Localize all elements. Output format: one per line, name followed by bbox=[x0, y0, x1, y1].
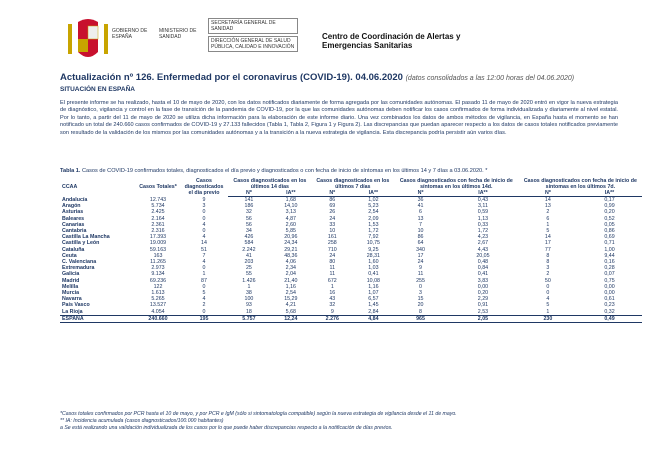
table-cell: 77 bbox=[544, 246, 551, 253]
table-cell: 5.734 bbox=[151, 203, 165, 210]
table-cell: 9 bbox=[330, 308, 334, 315]
title-note: (datos consolidados a las 12:00 horas del 04.06.2020) bbox=[405, 75, 575, 82]
intro-paragraph: El presente informe se ha realizado, hasta el 10 de mayo de 2020, con los datos notificados diariamente de forma agregada por las comunidades autónomas. El pasado 11 de mayo de 2020 entró en vigor la nueva estrategia de diagnóstico, vigilancia y control en la fase de transición de la pandemia de COVID-19, por la que las comunidades autónomas deben notificar los casos confirmados de forma individualizada y diariamente al nivel estatal. Por lo tanto, a partir del 11 de mayo de 2020 se utiliza dicha información para la elaboración de este informe diario. Una vez combinados los datos de ambos métodos de vigilancia, en España hasta el momento se han notificado un total de 240.660 casos confirmados de COVID-19 y 27.133 fallecidos (Tabla 1, Tabla 2, Figura 1 y Figura 2). Las discrepancias que puedan aparecer respecto a los datos de casos totales notificados previamente son resultado de la validación de los mismos por las comunidades autónomas y a la transición a la nueva estrategia de vigilancia. Esta discrepancia podría persistir aún varios días. bbox=[60, 100, 618, 136]
table-cell: 1 bbox=[546, 308, 550, 315]
col-group-14d: Casos diagnosticados en los últimos 14 días bbox=[233, 178, 307, 190]
table-cell: 56 bbox=[245, 215, 252, 222]
ccaa-name-cell: Cataluña bbox=[62, 246, 85, 253]
footnotes bbox=[60, 411, 620, 432]
table-cell: 69 bbox=[329, 203, 336, 210]
table-cell: 17 bbox=[417, 252, 424, 259]
col-group-symptoms-14d: Casos diagnosticados con fecha de inicio de síntomas en los últimos 14d. bbox=[399, 178, 513, 190]
table-cell: 7,92 bbox=[368, 234, 379, 241]
centro-label: Centro de Coordinación de Alertas y Emergencias Sanitarias bbox=[322, 32, 461, 50]
table-cell: 2.164 bbox=[151, 215, 165, 222]
table-cell: 195 bbox=[180, 315, 228, 322]
table-cell: 340 bbox=[416, 246, 425, 253]
table-cell: 1 bbox=[330, 283, 334, 290]
table-cell: 4,23 bbox=[477, 234, 489, 241]
table-cell: 2 bbox=[202, 302, 206, 309]
table-cell: 2,54 bbox=[285, 290, 296, 297]
table-cell: 0,49 bbox=[577, 315, 642, 322]
table-cell: 4 bbox=[202, 259, 206, 266]
table-cell: 3 bbox=[202, 203, 206, 210]
table-cell: 1,53 bbox=[368, 221, 379, 228]
col-ia: IA** bbox=[447, 190, 519, 197]
table-cell: 80 bbox=[329, 259, 336, 266]
table-cell: 0 bbox=[202, 265, 206, 272]
table-cell: 1,00 bbox=[604, 246, 615, 253]
table-cell: 25 bbox=[245, 265, 252, 272]
table-cell: 2,84 bbox=[368, 308, 379, 315]
col-prev-day: Casos diagnosticados el día previo bbox=[184, 178, 224, 197]
coat-of-arms-logo bbox=[68, 18, 108, 62]
table-cell: 0,17 bbox=[604, 197, 615, 203]
table-cell: 0,32 bbox=[604, 308, 615, 315]
table-cell: 0,20 bbox=[477, 290, 489, 297]
table-cell: 710 bbox=[327, 246, 337, 253]
table-cell: 0,20 bbox=[604, 209, 615, 216]
table-cell: 203 bbox=[244, 259, 254, 266]
table-cell: 2 bbox=[546, 209, 550, 216]
table-cell: 20,96 bbox=[284, 234, 298, 241]
table-cell: 87 bbox=[201, 277, 207, 284]
table-cell: 51 bbox=[201, 246, 207, 253]
table-row bbox=[60, 197, 642, 204]
table-cell: 2,53 bbox=[477, 308, 489, 315]
table-cell: 2,34 bbox=[285, 265, 296, 272]
table-cell: 56 bbox=[245, 221, 252, 228]
table-cell: 0,61 bbox=[604, 296, 615, 303]
table-cell: 12,24 bbox=[270, 315, 312, 322]
table-cell: 0 bbox=[546, 290, 550, 297]
footnote: a Se está realizando una validación individualizada de los casos por lo que puede haber discrepancias respecto a la notificación de días previos. bbox=[60, 425, 393, 431]
table-cell: 43 bbox=[329, 296, 336, 303]
table-cell: 186 bbox=[244, 203, 254, 210]
col-total: Casos Totales* bbox=[139, 184, 177, 191]
table-cell: 11 bbox=[417, 271, 424, 278]
table-cell: 48,36 bbox=[284, 252, 298, 259]
table-cell: 2,60 bbox=[285, 221, 296, 228]
directorate-label: DIRECCIÓN GENERAL DE SALUD PÚBLICA, CALIDAD E INNOVACIÓN bbox=[208, 36, 298, 52]
table-cell: 18 bbox=[245, 308, 252, 315]
table-cell: 4 bbox=[202, 234, 206, 241]
table-cell: 1.613 bbox=[151, 290, 165, 297]
table-row bbox=[60, 309, 642, 316]
table-cell: 4,21 bbox=[285, 302, 296, 309]
table-cell: 86 bbox=[329, 197, 336, 203]
secretariat-label: SECRETARÍA GENERAL DE SANIDAD bbox=[208, 18, 298, 34]
table-cell: 1,60 bbox=[368, 259, 379, 266]
table-cell: 6,57 bbox=[368, 296, 379, 303]
table-cell: 0,43 bbox=[477, 197, 489, 203]
table-cell: 0,84 bbox=[477, 265, 489, 272]
table-cell: 6 bbox=[419, 209, 422, 216]
table-cell: 0,28 bbox=[604, 265, 615, 272]
table-cell: 122 bbox=[153, 283, 163, 290]
table-cell: 41 bbox=[417, 203, 424, 210]
table-cell: 34 bbox=[245, 228, 252, 235]
ccaa-name-cell: ESPAÑA bbox=[60, 315, 136, 322]
table-cell: 14 bbox=[544, 234, 551, 241]
table-cell: 0,86 bbox=[604, 228, 615, 235]
table-cell: 20 bbox=[417, 302, 424, 309]
table-cell: 55 bbox=[245, 271, 252, 278]
table-cell: 26 bbox=[329, 209, 336, 216]
col-n: Nº bbox=[394, 190, 447, 197]
table-cell: 15,29 bbox=[284, 296, 298, 303]
ccaa-name-cell: Madrid bbox=[62, 277, 80, 284]
table-cell: 11.265 bbox=[150, 259, 166, 266]
table-cell: 8 bbox=[546, 252, 550, 259]
table-cell: 5.265 bbox=[151, 296, 165, 303]
table-cell: 0,52 bbox=[604, 215, 615, 222]
table-cell: 41 bbox=[245, 252, 252, 259]
table-cell: 17 bbox=[544, 240, 551, 247]
table-cell: 17.393 bbox=[149, 234, 167, 241]
ccaa-name-cell: La Rioja bbox=[62, 308, 83, 315]
table-cell: 4,84 bbox=[353, 315, 394, 322]
table-cell: 3,13 bbox=[285, 209, 296, 216]
table-cell: 0,00 bbox=[604, 290, 615, 297]
col-n: Nº bbox=[519, 190, 577, 197]
ccaa-name-cell: Canarias bbox=[62, 221, 85, 228]
table-cell: 4,43 bbox=[477, 246, 489, 253]
table-cell: 11 bbox=[329, 271, 336, 278]
table-cell: 2.242 bbox=[242, 246, 256, 253]
table-caption-label: Tabla 1. bbox=[60, 168, 81, 174]
table-cell: 24,34 bbox=[284, 240, 298, 247]
ccaa-name-cell: Galicia bbox=[62, 271, 80, 278]
table-cell: 9,44 bbox=[604, 252, 615, 259]
ccaa-name-cell: Baleares bbox=[62, 215, 85, 222]
table-cell: 100 bbox=[244, 296, 254, 303]
table-cell: 32 bbox=[245, 209, 252, 216]
table-cell: 672 bbox=[327, 277, 337, 284]
table-cell: 1,72 bbox=[477, 228, 489, 235]
table-cell: 2,54 bbox=[368, 209, 379, 216]
secretariat-box bbox=[208, 18, 298, 54]
table-cell: 0,59 bbox=[477, 209, 489, 216]
table-cell: 14,10 bbox=[284, 203, 298, 210]
table-cell: 36 bbox=[417, 197, 424, 203]
table-cell: 2.425 bbox=[151, 209, 165, 216]
title-text: Actualización nº 126. Enfermedad por el coronavirus (COVID-19). 04.06.2020 bbox=[60, 72, 403, 83]
table-cell: 50 bbox=[544, 277, 551, 284]
table-cell: 0,23 bbox=[604, 302, 615, 309]
table-cell: 258 bbox=[327, 240, 337, 247]
cases-table bbox=[60, 178, 642, 323]
table-cell: 5,68 bbox=[285, 308, 296, 315]
col-ia: IA** bbox=[577, 190, 642, 197]
table-cell: 19.009 bbox=[149, 240, 167, 247]
table-cell: 0 bbox=[202, 215, 206, 222]
table-cell: 2.973 bbox=[151, 265, 165, 272]
table-cell: 93 bbox=[245, 302, 252, 309]
table-cell: 5.757 bbox=[228, 315, 270, 322]
table-caption-text: Casos de COVID-19 confirmados totales, diagnosticados el día previo y diagnosticados o con fecha de inicio de síntomas en los últimos 14 y 7 días a 03.06.2020. * bbox=[81, 168, 488, 174]
table-cell: 11 bbox=[329, 265, 336, 272]
table-cell: 4 bbox=[202, 296, 206, 303]
table-cell: 1.426 bbox=[242, 277, 256, 284]
table-cell: 12.743 bbox=[149, 196, 167, 203]
table-cell: 2.316 bbox=[151, 228, 165, 235]
table-cell: 1,16 bbox=[368, 283, 379, 290]
col-n: Nº bbox=[312, 190, 353, 197]
table-cell: 4 bbox=[202, 221, 206, 228]
table-cell: 0 bbox=[202, 228, 206, 235]
table-cell: 59.163 bbox=[149, 246, 167, 253]
table-cell: 4.054 bbox=[151, 308, 165, 315]
table-cell: 28,31 bbox=[366, 252, 380, 259]
section-subtitle: SITUACIÓN EN ESPAÑA bbox=[60, 86, 135, 93]
table-cell: 9.134 bbox=[151, 271, 165, 278]
table-cell: 1,68 bbox=[285, 197, 296, 203]
ccaa-name-cell: Andalucía bbox=[62, 196, 88, 203]
table-cell: 33 bbox=[329, 221, 336, 228]
table-cell: 0,05 bbox=[604, 221, 615, 228]
table-cell: 29,21 bbox=[284, 246, 298, 253]
col-ia: IA** bbox=[270, 190, 312, 197]
table-cell: 7 bbox=[202, 252, 206, 259]
ccaa-name-cell: C. Valenciana bbox=[62, 259, 97, 266]
ministry-label: MINISTERIO DE SANIDAD bbox=[159, 28, 197, 40]
table-total-row bbox=[60, 315, 642, 322]
table-cell: 21,40 bbox=[284, 277, 298, 284]
table-cell: 141 bbox=[244, 197, 254, 203]
table-cell: 16 bbox=[329, 290, 336, 297]
table-cell: 0 bbox=[202, 283, 206, 290]
table-cell: 0,48 bbox=[477, 259, 489, 266]
table-cell: 0,91 bbox=[477, 302, 489, 309]
table-cell: 584 bbox=[244, 240, 254, 247]
table-cell: 2.361 bbox=[151, 221, 165, 228]
table-cell: 9 bbox=[419, 265, 422, 272]
table-cell: 64 bbox=[417, 240, 424, 247]
table-cell: 6 bbox=[546, 215, 550, 222]
table-cell: 0,00 bbox=[604, 283, 615, 290]
table-cell: 0 bbox=[546, 283, 550, 290]
table-cell: 8 bbox=[419, 308, 422, 315]
table-cell: 13 bbox=[544, 203, 551, 210]
table-cell: 1,07 bbox=[368, 290, 379, 297]
table-cell: 10 bbox=[417, 228, 424, 235]
table-cell: 2,05 bbox=[447, 315, 519, 322]
table-cell: 1,72 bbox=[368, 228, 379, 235]
footnote: *Casos totales confirmados por PCR hasta el 10 de mayo, y por PCR e IgM (sólo si sintomatología compatible) según la nueva estrategia de vigilancia desde el 11 de mayo. bbox=[60, 411, 457, 417]
table-cell: 5 bbox=[202, 290, 206, 297]
table-cell: 9,25 bbox=[368, 246, 379, 253]
table-cell: 2,67 bbox=[477, 240, 489, 247]
table-cell: 13 bbox=[417, 215, 424, 222]
ccaa-name-cell: Melilla bbox=[62, 283, 79, 290]
ccaa-name-cell: Asturias bbox=[62, 209, 84, 216]
table-cell: 0,41 bbox=[368, 271, 379, 278]
table-cell: 24 bbox=[417, 259, 424, 266]
table-cell: 5,23 bbox=[368, 203, 379, 210]
table-cell: 3,83 bbox=[477, 277, 489, 284]
table-body bbox=[60, 197, 642, 323]
table-cell: 10 bbox=[329, 228, 336, 235]
table-cell: 3,11 bbox=[477, 203, 488, 210]
table-cell: 8 bbox=[546, 259, 550, 266]
table-cell: 2 bbox=[546, 271, 550, 278]
government-label: GOBIERNO DE ESPAÑA bbox=[112, 28, 148, 40]
table-cell: 14 bbox=[544, 197, 551, 203]
table-cell: 86 bbox=[417, 234, 424, 241]
report-header bbox=[60, 14, 620, 68]
ccaa-name-cell: Extremadura bbox=[62, 265, 95, 272]
table-cell: 9 bbox=[202, 196, 206, 203]
table-cell: 38 bbox=[245, 290, 252, 297]
ccaa-name-cell: Castilla y León bbox=[62, 240, 100, 247]
report-title bbox=[60, 72, 574, 83]
table-cell: 1,45 bbox=[368, 302, 379, 309]
table-cell: 0,69 bbox=[604, 234, 615, 241]
table-cell: 10,75 bbox=[366, 240, 380, 247]
table-cell: 10,08 bbox=[366, 277, 380, 284]
table-cell: 5,85 bbox=[285, 228, 296, 235]
table-cell: 0,99 bbox=[604, 203, 615, 210]
ccaa-name-cell: Murcia bbox=[62, 290, 80, 297]
table-cell: 0 bbox=[202, 308, 206, 315]
table-cell: 15 bbox=[417, 296, 424, 303]
table-cell: 5 bbox=[546, 228, 550, 235]
ccaa-name-cell: Navarra bbox=[62, 296, 82, 303]
col-ccaa: CCAA bbox=[62, 184, 78, 191]
table-cell: 5 bbox=[546, 302, 550, 309]
footnote: ** IA: Incidencia acumulada (casos diagnosticados/100.000 habitantes) bbox=[60, 418, 224, 424]
table-cell: 1,02 bbox=[368, 197, 379, 203]
col-ia: IA** bbox=[353, 190, 394, 197]
table-cell: 965 bbox=[394, 315, 447, 322]
table-cell: 0,75 bbox=[604, 277, 615, 284]
table-cell: 163 bbox=[153, 252, 163, 259]
table-cell: 240.660 bbox=[136, 315, 180, 322]
table-cell: 24 bbox=[329, 252, 336, 259]
table-cell: 426 bbox=[244, 234, 254, 241]
table-cell: 3 bbox=[546, 265, 550, 272]
ccaa-name-cell: Aragón bbox=[62, 203, 81, 210]
col-n: Nº bbox=[228, 190, 270, 197]
table-cell: 0,07 bbox=[604, 271, 615, 278]
ccaa-name-cell: Ceuta bbox=[62, 252, 77, 259]
table-cell: 0,41 bbox=[477, 271, 489, 278]
table-cell: 2.276 bbox=[312, 315, 353, 322]
table-cell: 0,33 bbox=[477, 221, 489, 228]
table-cell: 0 bbox=[419, 283, 422, 290]
table-cell: 161 bbox=[327, 234, 337, 241]
table-cell: 32 bbox=[329, 302, 336, 309]
table-cell: 4,87 bbox=[285, 215, 296, 222]
ccaa-name-cell: Castilla La Mancha bbox=[62, 234, 110, 241]
table-cell: 24 bbox=[329, 215, 336, 222]
ccaa-name-cell: País Vasco bbox=[62, 302, 90, 309]
table-cell: 1,16 bbox=[285, 283, 296, 290]
table-cell: 2,09 bbox=[368, 215, 379, 222]
table-cell: 2,04 bbox=[285, 271, 296, 278]
table-cell: 1,03 bbox=[368, 265, 379, 272]
table-caption bbox=[60, 168, 487, 174]
table-cell: 69.236 bbox=[149, 277, 167, 284]
table-cell: 1 bbox=[202, 271, 206, 278]
table-cell: 14 bbox=[201, 240, 207, 247]
table-cell: 255 bbox=[416, 277, 425, 284]
col-group-7d: Casos diagnosticados en los últimos 7 días bbox=[316, 178, 390, 190]
table-cell: 1 bbox=[247, 283, 251, 290]
table-cell: 13.527 bbox=[149, 302, 167, 309]
table-cell: 1 bbox=[546, 221, 550, 228]
table-cell: 2,29 bbox=[477, 296, 489, 303]
table-cell: 0,16 bbox=[604, 259, 615, 266]
table-cell: 7 bbox=[419, 221, 422, 228]
table-cell: 230 bbox=[519, 315, 577, 322]
table-cell: 0,71 bbox=[604, 240, 615, 247]
table-cell: 4,06 bbox=[285, 259, 296, 266]
table-cell: 1,13 bbox=[477, 215, 489, 222]
table-cell: 0,00 bbox=[477, 283, 489, 290]
col-group-symptoms-7d: Casos diagnosticados con fecha de inicio de síntomas en los últimos 7d. bbox=[523, 178, 637, 190]
table-cell: 4 bbox=[546, 296, 550, 303]
table-cell: 0 bbox=[202, 209, 206, 216]
table-cell: 3 bbox=[419, 290, 422, 297]
ccaa-name-cell: Cantabria bbox=[62, 228, 87, 235]
table-cell: 20,05 bbox=[476, 252, 490, 259]
